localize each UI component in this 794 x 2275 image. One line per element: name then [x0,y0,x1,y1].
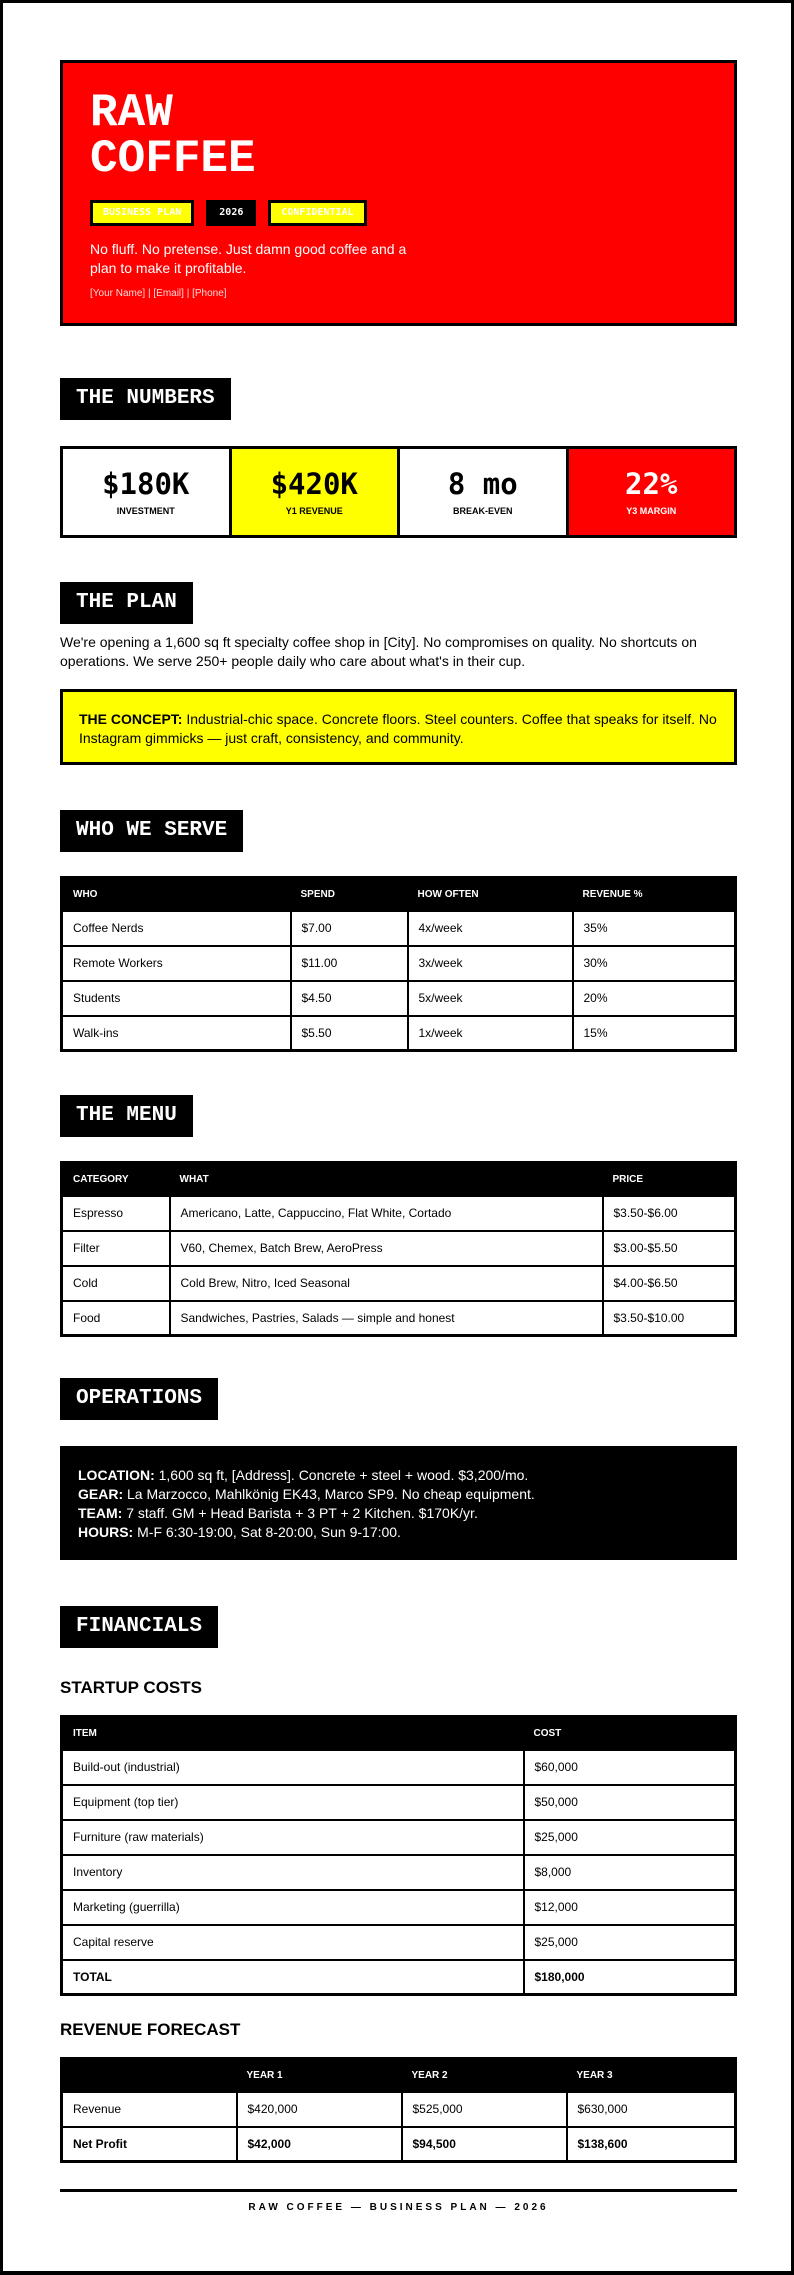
ops-line-gear [78,1485,719,1504]
table-cell: V60, Chemex, Batch Brew, AeroPress [170,1231,603,1266]
column-header: WHO [62,878,291,911]
concept-label: THE CONCEPT: [79,711,183,727]
ops-text: 1,600 sq ft, [Address]. Concrete + steel + wood. $3,200/mo. [154,1467,529,1483]
section-heading-financials: FINANCIALS [60,1606,218,1648]
table-cell: Equipment (top tier) [62,1785,524,1820]
table-row [62,946,736,981]
table-cell: 3x/week [408,946,573,981]
revenue-forecast-title: REVENUE FORECAST [60,2020,241,2039]
table-cell: Cold [62,1266,170,1301]
column-header: YEAR 1 [237,2059,402,2092]
table-cell: $25,000 [524,1925,736,1960]
ops-label: HOURS: [78,1524,134,1540]
stat-y3-margin [569,449,735,535]
table-cell: $60,000 [524,1750,736,1785]
ops-line-location [78,1466,719,1485]
section-heading-plan: THE PLAN [60,582,193,624]
table-cell: TOTAL [62,1960,524,1995]
stats-grid [60,446,737,538]
ops-line-team [78,1504,719,1523]
menu-table [60,1161,737,1337]
tagline: No fluff. No pretense. Just damn good coffee and a plan to make it profitable. [90,241,407,276]
table-row [62,2092,736,2127]
table-cell: $3.50-$10.00 [603,1301,736,1336]
table-cell: $4.50 [291,981,408,1016]
hero-title-line-1: RAW [90,87,173,139]
table-cell: 4x/week [408,911,573,946]
table-total-row [62,1960,736,1995]
table-cell: $3.00-$5.50 [603,1231,736,1266]
table-row [62,2127,736,2162]
column-header: HOW OFTEN [408,878,573,911]
table-row [62,1820,736,1855]
table-cell: $180,000 [524,1960,736,1995]
concept-callout [60,689,737,765]
table-cell: Inventory [62,1855,524,1890]
startup-costs-table [60,1715,737,1996]
table-row [62,1016,736,1051]
table-cell: $420,000 [237,2092,402,2127]
ops-label: TEAM: [78,1505,123,1521]
revenue-forecast-table [60,2057,737,2163]
table-header-row [62,1163,736,1196]
table-cell: $25,000 [524,1820,736,1855]
table-row [62,1231,736,1266]
hero-banner [60,60,737,326]
table-cell: $3.50-$6.00 [603,1196,736,1231]
ops-text: 7 staff. GM + Head Barista + 3 PT + 2 Kitchen. $170K/yr. [122,1505,478,1521]
table-row [62,1750,736,1785]
startup-costs-title: STARTUP COSTS [60,1678,202,1697]
stat-break-even [400,449,566,535]
hero-title-line-2: COFFEE [90,133,256,185]
audience-table [60,876,737,1052]
concept-text: Industrial-chic space. Concrete floors. Steel counters. Coffee that speaks for itself. No Instagram gimmicks — just craft, consistency, and community. [79,711,717,746]
column-header [62,2059,237,2092]
table-cell: $11.00 [291,946,408,981]
section-heading-operations: OPERATIONS [60,1378,218,1420]
table-cell: Build-out (industrial) [62,1750,524,1785]
column-header: REVENUE % [573,878,736,911]
column-header: PRICE [603,1163,736,1196]
table-cell: $5.50 [291,1016,408,1051]
table-cell: Espresso [62,1196,170,1231]
column-header: ITEM [62,1717,524,1750]
table-cell: $7.00 [291,911,408,946]
table-cell: 35% [573,911,736,946]
table-row [62,1266,736,1301]
badge-year: 2026 [206,200,256,226]
table-header-row [62,878,736,911]
column-header: YEAR 3 [567,2059,736,2092]
stat-label: Y3 MARGIN [626,506,677,516]
table-cell: $630,000 [567,2092,736,2127]
column-header: CATEGORY [62,1163,170,1196]
operations-panel [60,1446,737,1560]
stat-label: INVESTMENT [116,506,175,516]
stat-value: $420K [270,467,358,501]
table-row [62,1196,736,1231]
table-cell: Cold Brew, Nitro, Iced Seasonal [170,1266,603,1301]
table-cell: Capital reserve [62,1925,524,1960]
table-row [62,1925,736,1960]
contact-line: [Your Name] | [Email] | [Phone] [90,288,227,299]
table-cell: Remote Workers [62,946,291,981]
table-cell: Revenue [62,2092,237,2127]
table-cell: 1x/week [408,1016,573,1051]
stat-value: 8 mo [447,467,518,501]
table-cell: Sandwiches, Pastries, Salads — simple and honest [170,1301,603,1336]
section-heading-menu: THE MENU [60,1095,193,1137]
table-row [62,1890,736,1925]
table-cell: Coffee Nerds [62,911,291,946]
column-header: YEAR 2 [402,2059,567,2092]
table-cell: 30% [573,946,736,981]
table-cell: Furniture (raw materials) [62,1820,524,1855]
table-cell: 15% [573,1016,736,1051]
table-cell: $12,000 [524,1890,736,1925]
table-row [62,981,736,1016]
table-cell: $50,000 [524,1785,736,1820]
table-cell: $138,600 [567,2127,736,2162]
badge-row [90,200,707,226]
table-cell: $94,500 [402,2127,567,2162]
section-heading-audience: WHO WE SERVE [60,810,243,852]
table-cell: Americano, Latte, Cappuccino, Flat White, Cortado [170,1196,603,1231]
table-header-row [62,2059,736,2092]
table-cell: Food [62,1301,170,1336]
ops-label: LOCATION: [78,1467,155,1483]
badge-business-plan: BUSINESS PLAN [90,200,194,226]
table-cell: Walk-ins [62,1016,291,1051]
table-cell: $525,000 [402,2092,567,2127]
plan-intro: We're opening a 1,600 sq ft specialty coffee shop in [City]. No compromises on quality. No shortcuts on operations. We serve 250+ people daily who care about what's in their cup. [60,634,697,669]
stat-investment [63,449,229,535]
ops-label: GEAR: [78,1486,124,1502]
stat-y1-revenue [232,449,398,535]
badge-confidential: CONFIDENTIAL [268,200,366,226]
ops-text: La Marzocco, Mahlkönig EK43, Marco SP9. No cheap equipment. [123,1486,535,1502]
column-header: WHAT [170,1163,603,1196]
table-row [62,1301,736,1336]
stat-value: 22% [625,467,678,501]
table-cell: Students [62,981,291,1016]
footer-text: RAW COFFEE — BUSINESS PLAN — 2026 [248,2202,549,2213]
table-row [62,911,736,946]
stat-label: BREAK-EVEN [452,506,513,516]
stat-label: Y1 REVENUE [285,506,343,516]
ops-text: M-F 6:30-19:00, Sat 8-20:00, Sun 9-17:00. [133,1524,401,1540]
table-cell: Filter [62,1231,170,1266]
table-cell: 20% [573,981,736,1016]
table-row [62,1785,736,1820]
ops-line-hours [78,1523,719,1542]
table-cell: $42,000 [237,2127,402,2162]
stat-value: $180K [102,467,190,501]
table-cell: $4.00-$6.50 [603,1266,736,1301]
table-cell: $8,000 [524,1855,736,1890]
table-header-row [62,1717,736,1750]
table-cell: 5x/week [408,981,573,1016]
table-row [62,1855,736,1890]
footer-divider [60,2189,737,2192]
table-cell: Marketing (guerrilla) [62,1890,524,1925]
table-cell: Net Profit [62,2127,237,2162]
column-header: COST [524,1717,736,1750]
section-heading-numbers: THE NUMBERS [60,378,231,420]
column-header: SPEND [291,878,408,911]
